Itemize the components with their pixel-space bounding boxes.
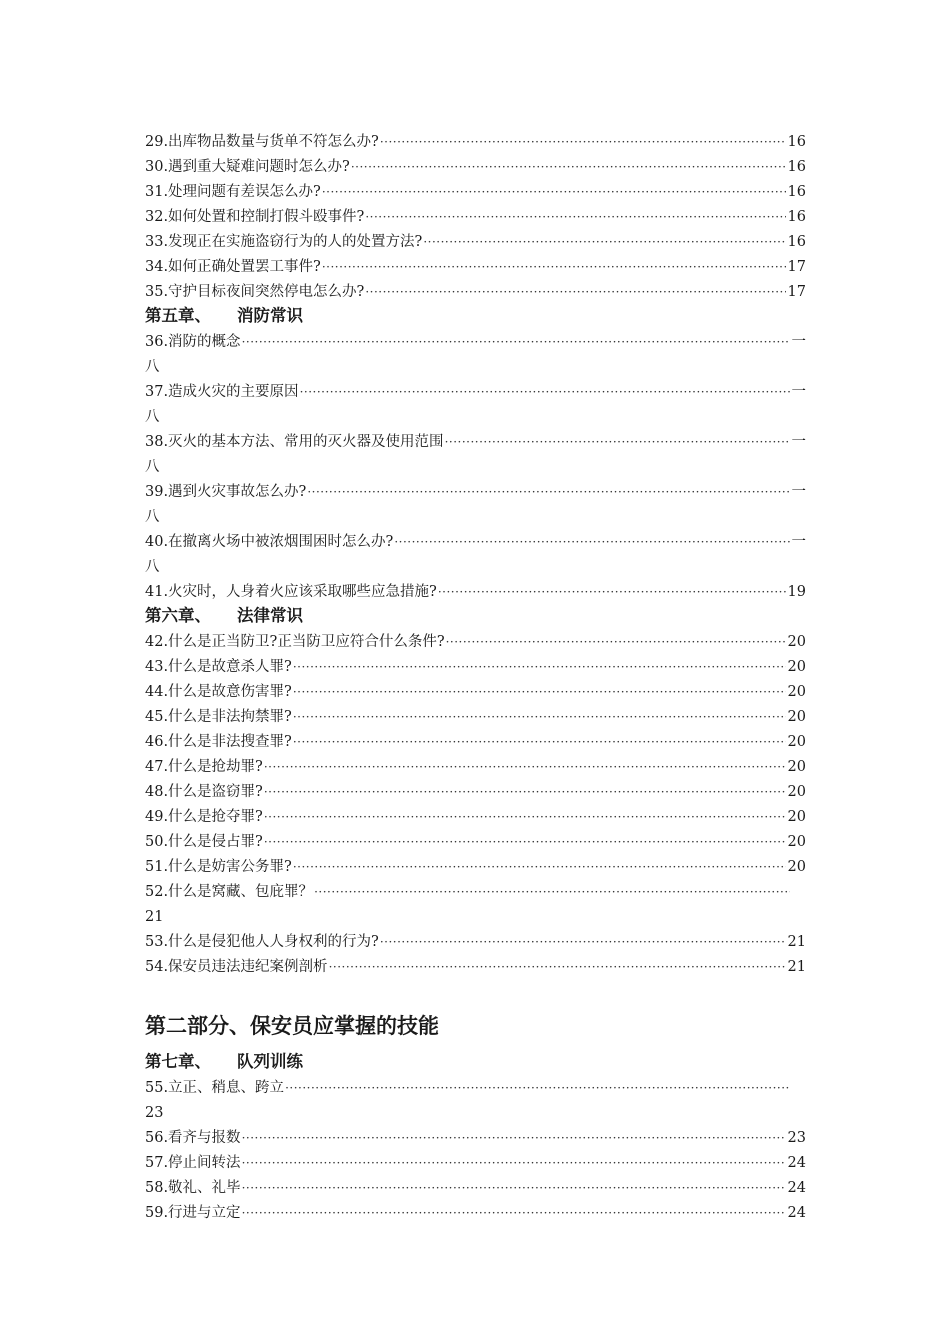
toc-entry-page: 20: [787, 834, 806, 850]
toc-entry-wrap: 八: [145, 559, 160, 575]
toc-group-4: [145, 1072, 806, 1222]
toc-entry-title: 46.什么是非法搜查罪?: [145, 734, 292, 750]
toc-leader: [264, 783, 786, 801]
toc-entry-page: 一: [791, 534, 806, 550]
toc-entry-page: 20: [787, 684, 806, 700]
toc-entry-title: 59.行进与立定: [145, 1205, 241, 1221]
toc-entry: [145, 376, 806, 401]
toc-entry-page: 16: [787, 234, 806, 250]
toc-entry-title: 58.敬礼、礼毕: [145, 1180, 241, 1196]
toc-leader: [293, 658, 786, 676]
toc-leader: [242, 1204, 786, 1222]
toc-entry-page: 16: [787, 159, 806, 175]
toc-leader: [293, 683, 786, 701]
toc-leader: [423, 233, 785, 251]
toc-entry-title: 49.什么是抢夺罪?: [145, 809, 263, 825]
toc-entry-page: 21: [787, 959, 806, 975]
toc-entry-title: 41.火灾时，人身着火应该采取哪些应急措施?: [145, 584, 437, 600]
toc-leader: [322, 258, 786, 276]
toc-entry-page: 20: [787, 859, 806, 875]
chapter-title: 消防常识: [237, 306, 303, 325]
toc-entry-page: 17: [787, 284, 806, 300]
toc-entry: [145, 701, 806, 726]
toc-leader: [365, 208, 785, 226]
toc-entry-title: 29.出库物品数量与货单不符怎么办?: [145, 134, 379, 150]
toc-entry-page: 20: [787, 759, 806, 775]
toc-entry-title: 43.什么是故意杀人罪?: [145, 659, 292, 675]
chapter-title: 队列训练: [237, 1052, 303, 1071]
toc-entry: [145, 251, 806, 276]
chapter-number: 第六章、: [145, 606, 211, 625]
toc-leader: [380, 933, 786, 951]
toc-entry-title: 31.处理问题有差误怎么办?: [145, 184, 321, 200]
toc-entry-title: 55.立正、稍息、跨立: [145, 1080, 285, 1096]
toc-entry-page: 19: [787, 584, 806, 600]
toc-entry: [145, 851, 806, 876]
toc-leader: [322, 183, 786, 201]
toc-entry: [145, 226, 806, 251]
toc-entry: [145, 126, 806, 151]
toc-entry-page: 一: [791, 334, 806, 350]
toc-entry: [145, 201, 806, 226]
toc-entry: [145, 176, 806, 201]
toc-entry-page: 一: [791, 434, 806, 450]
toc-entry: [145, 826, 806, 851]
toc-entry-wrap: 八: [145, 409, 160, 425]
toc-entry: [145, 426, 806, 451]
toc-leader: [380, 133, 786, 151]
toc-leader: [264, 833, 786, 851]
toc-entry-page: 24: [787, 1180, 806, 1196]
toc-entry: [145, 1147, 806, 1172]
toc-entry-page: 23: [787, 1130, 806, 1146]
toc-leader: [307, 483, 789, 501]
toc-entry-wrap: 八: [145, 459, 160, 475]
toc-entry: [145, 876, 806, 901]
toc-entry-page: 20: [787, 659, 806, 675]
toc-leader: [329, 958, 786, 976]
toc-entry-title: 38.灭火的基本方法、常用的灭火器及使用范围: [145, 434, 444, 450]
toc-entry-page: 20: [787, 734, 806, 750]
toc-entry-title: 54.保安员违法违纪案例剖析: [145, 959, 328, 975]
toc-leader: [242, 1129, 786, 1147]
toc-leader: [394, 533, 789, 551]
toc-leader: [446, 633, 786, 651]
toc-entry: [145, 751, 806, 776]
toc-entry-page: 20: [787, 809, 806, 825]
chapter-number: 第五章、: [145, 306, 211, 325]
toc-entry-title: 47.什么是抢劫罪?: [145, 759, 263, 775]
toc-entry: [145, 801, 806, 826]
toc-leader: [351, 158, 786, 176]
toc-entry-page: 20: [787, 634, 806, 650]
toc-entry: [145, 776, 806, 801]
toc-entry-page: 16: [787, 184, 806, 200]
toc-entry-title: 56.看齐与报数: [145, 1130, 241, 1146]
toc-leader: [314, 883, 790, 901]
toc-entry-title: 50.什么是侵占罪?: [145, 834, 263, 850]
toc-entry: [145, 326, 806, 351]
chapter-heading: [145, 301, 806, 326]
toc-entry-wrap: 21: [145, 909, 164, 925]
toc-leader: [438, 583, 786, 601]
toc-entry-wrap: 八: [145, 509, 160, 525]
toc-entry: [145, 151, 806, 176]
toc-entry-title: 36.消防的概念: [145, 334, 241, 350]
toc-entry-title: 37.造成火灾的主要原因: [145, 384, 299, 400]
toc-entry: [145, 1072, 806, 1097]
toc-entry: [145, 951, 806, 976]
toc-entry: [145, 651, 806, 676]
toc-entry: [145, 276, 806, 301]
toc-entry-title: 52.什么是窝藏、包庇罪？: [145, 884, 314, 900]
toc-leader: [242, 1179, 786, 1197]
toc-entry: [145, 476, 806, 501]
toc-entry-title: 44.什么是故意伤害罪?: [145, 684, 292, 700]
toc-entry-title: 30.遇到重大疑难问题时怎么办?: [145, 159, 350, 175]
toc-group-1: [145, 126, 806, 301]
toc-group-2: [145, 326, 806, 601]
toc-entry-title: 45.什么是非法拘禁罪?: [145, 709, 292, 725]
toc-page: [145, 126, 806, 1222]
toc-entry-page: 21: [787, 934, 806, 950]
toc-entry-title: 40.在撤离火场中被浓烟围困时怎么办?: [145, 534, 394, 550]
toc-entry: [145, 1122, 806, 1147]
toc-entry-page: 一: [791, 384, 806, 400]
chapter-number: 第七章、: [145, 1052, 211, 1071]
toc-entry-page: 一: [791, 484, 806, 500]
toc-entry-page: 24: [787, 1205, 806, 1221]
toc-leader: [365, 283, 785, 301]
toc-entry: [145, 576, 806, 601]
toc-group-3: [145, 626, 806, 976]
toc-leader: [445, 433, 790, 451]
part-heading: 第二部分、保安员应掌握的技能: [145, 1014, 439, 1038]
toc-entry: [145, 676, 806, 701]
toc-entry-title: 32.如何处置和控制打假斗殴事件?: [145, 209, 365, 225]
toc-entry: [145, 1197, 806, 1222]
chapter-title: 法律常识: [237, 606, 303, 625]
toc-entry: [145, 1172, 806, 1197]
toc-leader: [264, 758, 786, 776]
toc-leader: [293, 708, 786, 726]
toc-entry: [145, 926, 806, 951]
toc-entry-page: 24: [787, 1155, 806, 1171]
chapter-heading: [145, 601, 806, 626]
toc-entry-title: 57.停止间转法: [145, 1155, 241, 1171]
toc-entry-page: 16: [787, 134, 806, 150]
toc-leader: [242, 1154, 786, 1172]
chapter-heading: [145, 1047, 806, 1072]
toc-leader: [293, 858, 786, 876]
toc-entry-title: 51.什么是妨害公务罪?: [145, 859, 292, 875]
toc-leader: [285, 1079, 790, 1097]
toc-leader: [300, 383, 790, 401]
toc-entry-title: 42.什么是正当防卫?正当防卫应符合什么条件?: [145, 634, 445, 650]
toc-entry-wrap: 八: [145, 359, 160, 375]
toc-leader: [293, 733, 786, 751]
toc-entry-title: 48.什么是盗窃罪?: [145, 784, 263, 800]
toc-entry-page: 17: [787, 259, 806, 275]
toc-entry-title: 34.如何正确处置罢工事件?: [145, 259, 321, 275]
toc-entry-title: 53.什么是侵犯他人人身权利的行为?: [145, 934, 379, 950]
toc-entry-title: 35.守护目标夜间突然停电怎么办?: [145, 284, 365, 300]
toc-entry-title: 33.发现正在实施盗窃行为的人的处置方法?: [145, 234, 423, 250]
toc-leader: [264, 808, 786, 826]
toc-entry-title: 39.遇到火灾事故怎么办?: [145, 484, 307, 500]
toc-entry-page: 20: [787, 709, 806, 725]
toc-entry: [145, 526, 806, 551]
toc-entry: [145, 726, 806, 751]
toc-entry-page: 20: [787, 784, 806, 800]
toc-entry-page: 16: [787, 209, 806, 225]
toc-entry-wrap: 23: [145, 1105, 164, 1121]
toc-leader: [242, 333, 790, 351]
toc-entry: [145, 626, 806, 651]
